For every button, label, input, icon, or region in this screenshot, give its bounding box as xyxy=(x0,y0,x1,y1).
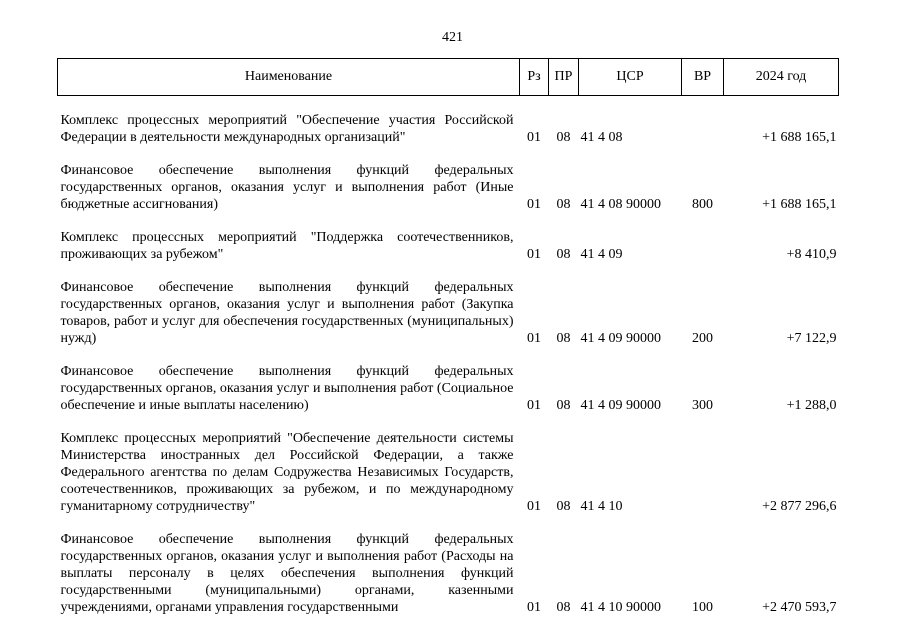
row-pr: 08 xyxy=(556,130,571,145)
row-pr: 08 xyxy=(556,247,571,262)
row-amount: +1 288,0 xyxy=(786,398,837,413)
row-pr: 08 xyxy=(556,331,571,346)
header-rz: Рз xyxy=(520,59,549,96)
row-name: Комплекс процессных мероприятий "Поддержка соотечественников, проживающих за рубежом" xyxy=(60,230,514,262)
header-name: Наименование xyxy=(58,59,520,96)
table-row xyxy=(58,531,839,616)
row-csr: 41 4 08 xyxy=(580,130,623,145)
row-name: Комплекс процессных мероприятий "Обеспечение деятельности системы Министерства иностранных дел Российской Федерации, а также Федерального агентства по делам Содружества Независимых Государств, соотечественников, проживающих за рубежом, и по международному гуманитарному сотрудничеству" xyxy=(60,431,514,514)
row-amount: +1 688 165,1 xyxy=(762,197,837,212)
row-amount: +2 470 593,7 xyxy=(762,600,837,615)
row-rz: 01 xyxy=(527,499,541,514)
budget-table xyxy=(57,58,839,616)
row-vr xyxy=(682,229,724,263)
row-amount: +7 122,9 xyxy=(786,331,837,346)
row-pr: 08 xyxy=(556,499,571,514)
row-name: Финансовое обеспечение выполнения функций федеральных государственных органов, оказания услуг и выполнения работ (Социальное обеспечение и иные выплаты населению) xyxy=(60,364,514,413)
header-year: 2024 год xyxy=(724,59,839,96)
row-csr: 41 4 10 90000 xyxy=(580,600,661,615)
row-csr: 41 4 09 90000 xyxy=(580,398,661,413)
header-vr: ВР xyxy=(682,59,724,96)
page-number: 421 xyxy=(442,30,463,45)
table-row xyxy=(58,112,839,146)
row-pr: 08 xyxy=(556,398,571,413)
row-rz: 01 xyxy=(527,398,541,413)
row-amount: +1 688 165,1 xyxy=(762,130,837,145)
row-name: Комплекс процессных мероприятий "Обеспечение участия Российской Федерации в деятельности международных организаций" xyxy=(60,113,514,145)
row-csr: 41 4 09 90000 xyxy=(580,331,661,346)
table-row xyxy=(58,430,839,515)
row-name: Финансовое обеспечение выполнения функций федеральных государственных органов, оказания услуг и выполнения работ (Расходы на выплаты персоналу в целях обеспечения выполнения функций государственными (муниципальными) органами, казенными учреждениями, органами управления государственными xyxy=(60,532,514,615)
row-pr: 08 xyxy=(556,600,571,615)
row-vr xyxy=(682,430,724,515)
row-rz: 01 xyxy=(527,197,541,212)
row-csr: 41 4 10 xyxy=(580,499,623,514)
row-rz: 01 xyxy=(527,247,541,262)
table-header-row xyxy=(58,59,839,96)
row-vr xyxy=(682,112,724,146)
row-csr: 41 4 09 xyxy=(580,247,623,262)
table-row xyxy=(58,279,839,347)
row-amount: +2 877 296,6 xyxy=(762,499,837,514)
table-row xyxy=(58,162,839,213)
row-csr: 41 4 08 90000 xyxy=(580,197,661,212)
row-name: Финансовое обеспечение выполнения функций федеральных государственных органов, оказания услуг и выполнения работ (Закупка товаров, работ и услуг для обеспечения государственных (муниципальных) нужд) xyxy=(60,280,514,346)
row-amount: +8 410,9 xyxy=(786,247,837,262)
row-vr: 200 xyxy=(692,331,713,346)
row-rz: 01 xyxy=(527,130,541,145)
row-vr: 800 xyxy=(692,197,713,212)
table-row xyxy=(58,229,839,263)
row-vr: 300 xyxy=(692,398,713,413)
header-pr: ПР xyxy=(549,59,579,96)
row-rz: 01 xyxy=(527,600,541,615)
row-vr: 100 xyxy=(692,600,713,615)
row-rz: 01 xyxy=(527,331,541,346)
table-row xyxy=(58,363,839,414)
row-pr: 08 xyxy=(556,197,571,212)
row-name: Финансовое обеспечение выполнения функций федеральных государственных органов, оказания услуг и выполнения работ (Иные бюджетные ассигнования) xyxy=(60,163,514,212)
header-csr: ЦСР xyxy=(579,59,682,96)
